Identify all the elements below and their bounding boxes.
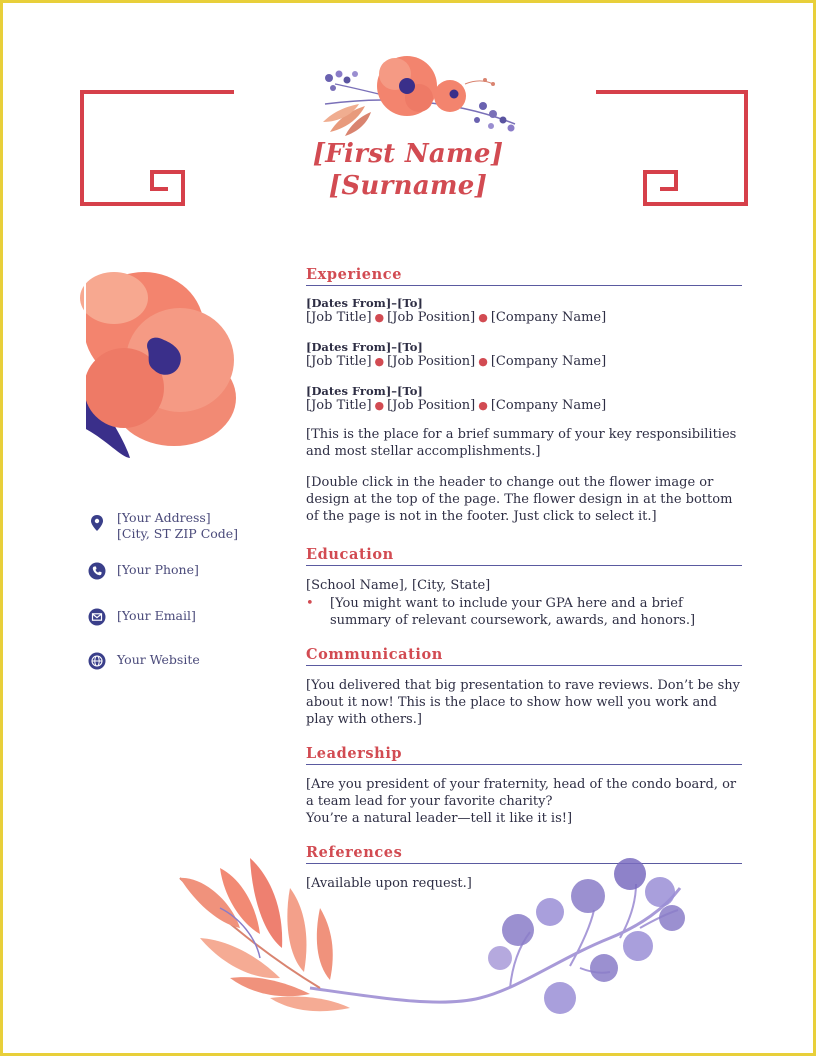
- company-name: [Company Name]: [490, 310, 607, 325]
- separator-dot: ●: [374, 355, 385, 368]
- job-title: [Job Title]: [306, 398, 372, 413]
- experience-note: [Double click in the header to change out the flower image or design at the top of the page. The flower design in at the bottom of the page is not in the footer. Just click to select it.]: [306, 475, 733, 524]
- corner-ornament-right: [592, 88, 752, 208]
- entry-line: [306, 310, 742, 326]
- corner-ornament-left: [78, 88, 238, 208]
- email-icon: [88, 608, 106, 626]
- experience-summary: [This is the place for a brief summary of your key responsibilities and most stellar accomplishments.]: [306, 427, 737, 459]
- address-line2: [City, ST ZIP Code]: [117, 526, 239, 541]
- section-education: [306, 546, 742, 629]
- globe-icon: [88, 652, 106, 670]
- section-communication: [306, 646, 742, 728]
- side-poppy-illustration: [84, 268, 244, 468]
- phone-text: [Your Phone]: [117, 562, 199, 577]
- company-name: [Company Name]: [490, 398, 607, 413]
- experience-entry: [306, 384, 742, 414]
- separator-dot: ●: [478, 355, 488, 368]
- entry-dates: [Dates From]–[To]: [306, 340, 423, 354]
- separator-dot: ●: [374, 399, 385, 412]
- job-title: [Job Title]: [306, 354, 372, 369]
- applicant-name: [250, 138, 566, 202]
- school-line: [School Name], [City, State]: [306, 578, 491, 593]
- first-name: [First Name]: [312, 139, 504, 169]
- job-position: [Job Position]: [387, 354, 476, 369]
- surname: [Surname]: [328, 171, 488, 201]
- separator-dot: ●: [478, 399, 488, 412]
- entry-line: [306, 354, 742, 370]
- header-flower-illustration: [315, 44, 525, 140]
- section-title-references: References: [306, 844, 742, 864]
- separator-dot: ●: [478, 311, 488, 324]
- section-experience: [306, 266, 742, 525]
- references-text: [Available upon request.]: [306, 876, 472, 891]
- section-leadership: [306, 745, 742, 827]
- leadership-text-1: [Are you president of your fraternity, head of the condo board, or a team lead for your favorite charity?: [306, 777, 737, 809]
- experience-entry: [306, 340, 742, 370]
- leadership-text-2: You’re a natural leader—tell it like it is!]: [306, 811, 573, 826]
- address-line1: [Your Address]: [117, 510, 211, 525]
- experience-entry: [306, 296, 742, 326]
- location-pin-icon: [88, 514, 106, 532]
- job-title: [Job Title]: [306, 310, 372, 325]
- entry-dates: [Dates From]–[To]: [306, 384, 423, 398]
- separator-dot: ●: [374, 311, 385, 324]
- section-title-leadership: Leadership: [306, 745, 742, 765]
- company-name: [Company Name]: [490, 354, 607, 369]
- phone-icon: [88, 562, 106, 580]
- website-text: Your Website: [117, 652, 200, 667]
- communication-text: [You delivered that big presentation to rave reviews. Don’t be shy about it now! This is the place to show how well you work and play with others.]: [306, 678, 741, 727]
- email-text: [Your Email]: [117, 608, 196, 623]
- education-bullet: [306, 595, 742, 629]
- entry-line: [306, 398, 742, 414]
- education-bullet-text: [You might want to include your GPA here and a brief summary of relevant coursework, awards, and honors.]: [330, 596, 696, 628]
- entry-dates: [Dates From]–[To]: [306, 296, 423, 310]
- section-title-experience: Experience: [306, 266, 742, 286]
- job-position: [Job Position]: [387, 398, 476, 413]
- bullet-dot: •: [306, 596, 314, 611]
- bottom-floral-illustration: [160, 848, 700, 1038]
- job-position: [Job Position]: [387, 310, 476, 325]
- section-title-education: Education: [306, 546, 742, 566]
- section-title-communication: Communication: [306, 646, 742, 666]
